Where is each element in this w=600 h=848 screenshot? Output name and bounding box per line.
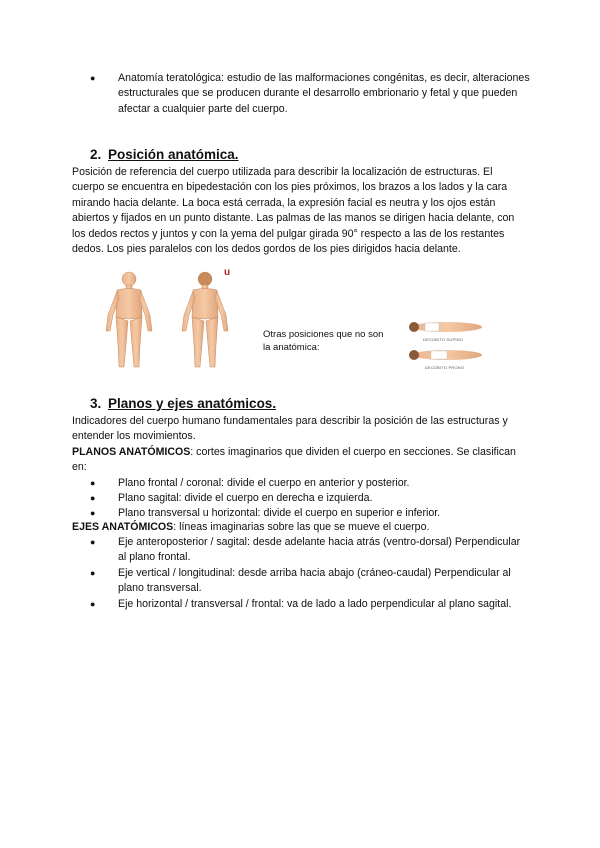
body-illustration: [95, 265, 505, 375]
section-title: Posición anatómica.: [108, 147, 239, 162]
bullet-icon: ●: [90, 478, 96, 488]
front-body-figure: [106, 272, 152, 367]
eje-horizontal-text: Eje horizontal / transversal / frontal: va de lado a lado perpendicular al plano sagital.: [118, 598, 512, 610]
teratologia-text: Anatomía teratológica: estudio de las malformaciones congénitas, es decir, alteraciones estructurales que se producen durante el desarrollo embrionario y fetal y que pueden afectar a cualquier parte del cuerpo.: [118, 72, 530, 115]
plano-frontal-text: Plano frontal / coronal: divide el cuerpo en anterior y posterior.: [118, 477, 410, 489]
ejes-description: : líneas imaginarias sobre las que se mueve el cuerpo.: [173, 521, 430, 533]
section-number: 2.: [90, 147, 102, 162]
section-heading: [90, 147, 239, 162]
anatomical-position-figure: [95, 265, 505, 375]
section-title: Planos y ejes anatómicos.: [108, 396, 277, 411]
prone-figure: [409, 350, 482, 360]
bullet-icon: ●: [90, 537, 96, 547]
ejes-heading: EJES ANATÓMICOS: [72, 521, 174, 533]
prone-caption: DECÚBITO PRONO: [425, 365, 465, 370]
bullet-icon: ●: [90, 73, 96, 83]
planos-ejes-intro: Indicadores del cuerpo humano fundamentales para describir la posición de las estructuras y entender los movimientos.: [72, 415, 508, 443]
list-item: [90, 535, 530, 566]
posicion-anatomica-paragraph: Posición de referencia del cuerpo utilizada para describir la localización de estructuras. El cuerpo se encuentra en bipedestación con los pies próximos, los brazos a los lados y la cara mirando hacia delante. La boca está cerrada, la expresión facial es neutra y los ojos están abiertos y fijados en un punto distante. Las palmas de las manos se dirigen hacia delante, con los dedos rectos y juntos y con la yema del pulgar girada 90° respecto a las de los restantes dedos. Los pies paralelos con los dedos gordos de los pies dirigidos hacia delante.: [72, 166, 515, 256]
letter-mark: u: [224, 267, 231, 278]
planos-description: : cortes imaginarios que dividen el cuerpo en secciones. Se clasifican en:: [72, 446, 516, 474]
plano-transversal-text: Plano transversal u horizontal: divide el cuerpo en superior e inferior.: [118, 507, 441, 519]
list-item: [90, 71, 530, 117]
section-number: 3.: [90, 396, 102, 411]
eje-vertical-text: Eje vertical / longitudinal: desde arriba hacia abajo (cráneo-caudal) Perpendicular al plano transversal.: [118, 567, 511, 595]
list-item: [90, 597, 530, 612]
supine-caption: DECÚBITO SUPINO: [423, 337, 464, 342]
bullet-icon: ●: [90, 508, 96, 518]
planos-heading: PLANOS ANATÓMICOS: [72, 446, 191, 458]
bullet-icon: ●: [90, 493, 96, 503]
plano-sagital-text: Plano sagital: divide el cuerpo en derecha e izquierda.: [118, 492, 373, 504]
eje-anteroposterior-text: Eje anteroposterior / sagital: desde adelante hacia atrás (ventro-dorsal) Perpendicular al plano frontal.: [118, 536, 521, 564]
supine-figure: [409, 322, 482, 332]
back-body-figure: [182, 272, 228, 367]
other-positions-label: Otras posiciones que no son la anatómica:: [263, 329, 384, 353]
bullet-icon: ●: [90, 568, 96, 578]
bullet-icon: ●: [90, 599, 96, 609]
list-item: [90, 476, 530, 491]
section-heading: [90, 396, 276, 411]
list-item: [90, 491, 530, 506]
list-item: [90, 566, 530, 597]
planos-paragraph: [72, 445, 524, 476]
ejes-paragraph: [72, 520, 524, 535]
